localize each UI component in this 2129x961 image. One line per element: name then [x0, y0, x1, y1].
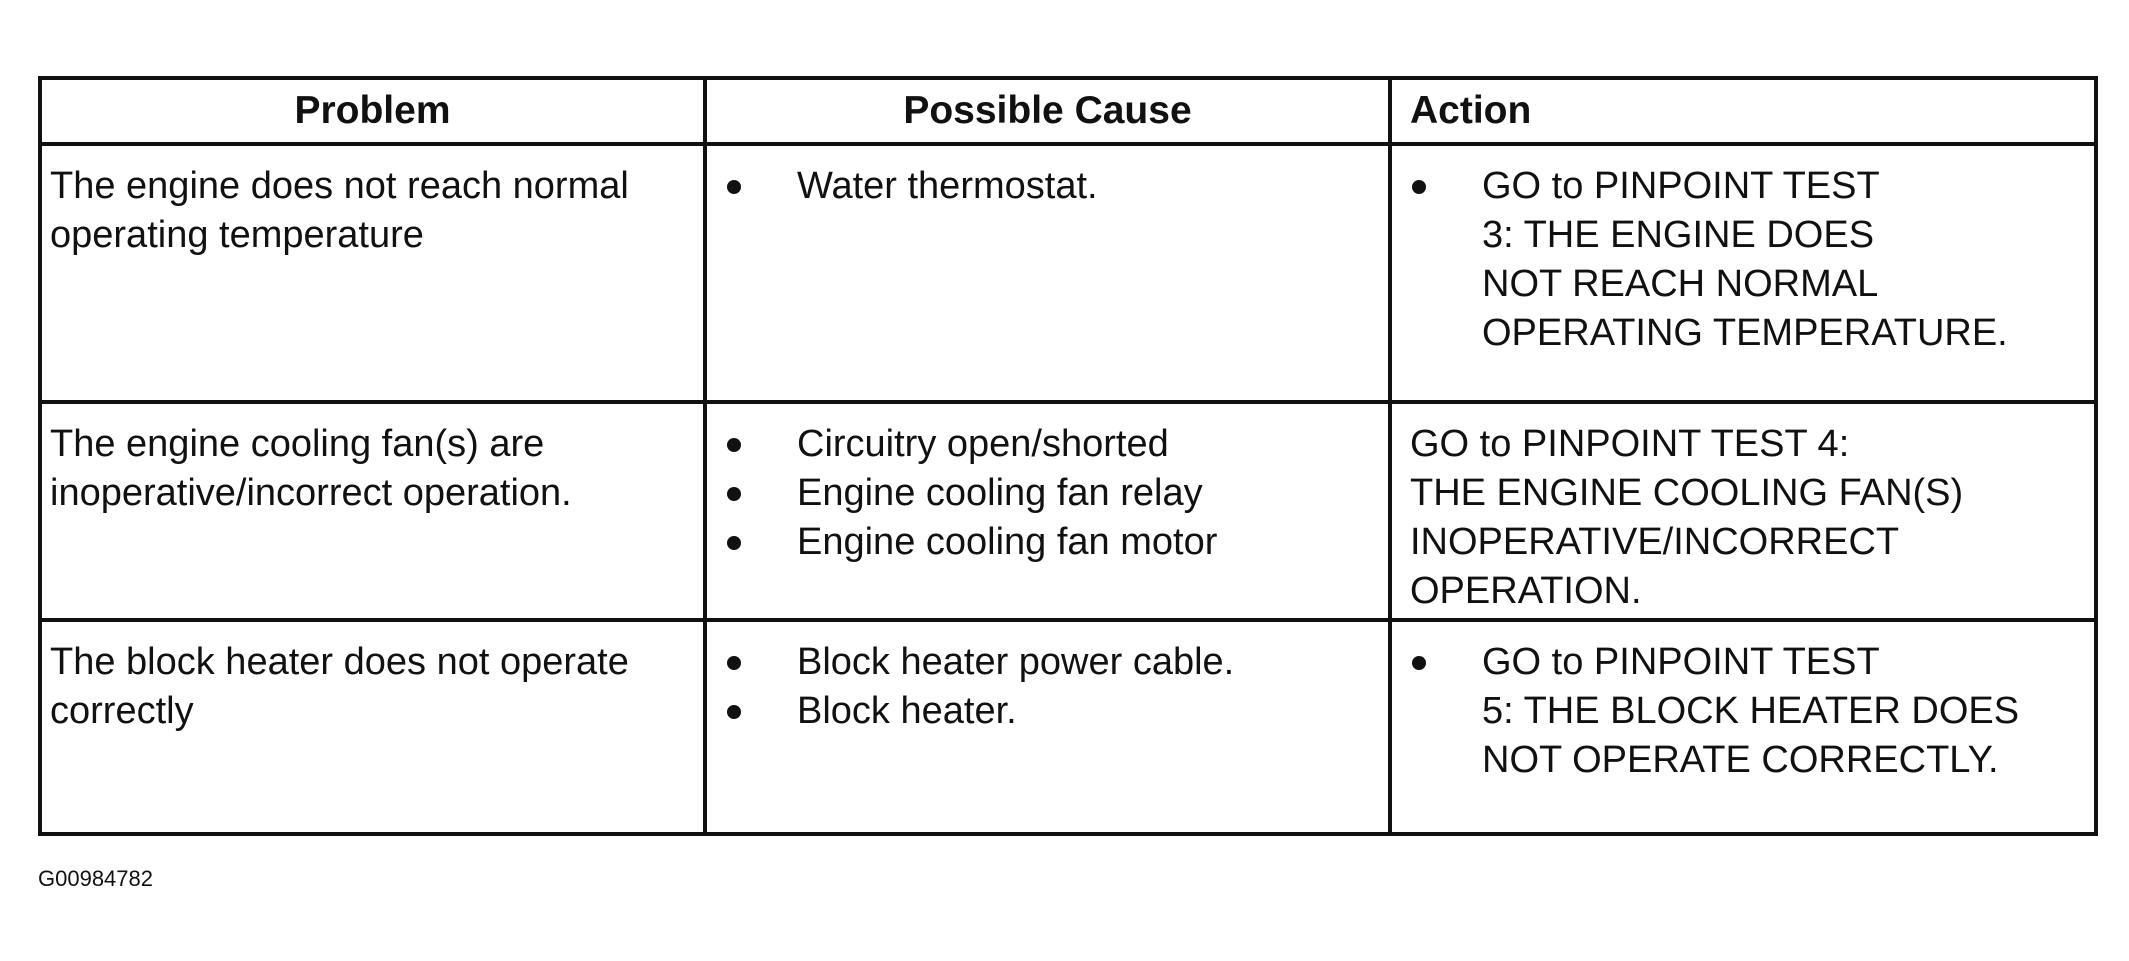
cause-text: Block heater.: [797, 690, 1017, 732]
action-text: GO to PINPOINT TEST 5: THE BLOCK HEATER DOES NOT OPERATE CORRECTLY.: [1482, 641, 2020, 781]
cause-item: [707, 687, 1388, 736]
table-row: [40, 144, 2096, 402]
problem-cell: [40, 402, 705, 620]
cause-text: Water thermostat.: [797, 165, 1098, 207]
problem-cell: [40, 620, 705, 834]
cause-item: [707, 469, 1388, 518]
action-text: GO to PINPOINT TEST 3: THE ENGINE DOES NOT REACH NORMAL OPERATING TEMPERATURE.: [1482, 165, 2008, 354]
cause-list: [707, 404, 1388, 567]
bullet-icon: [727, 438, 741, 452]
problem-text: The engine cooling fan(s) are inoperative/incorrect operation.: [50, 423, 572, 514]
cause-cell: [705, 144, 1390, 402]
bullet-icon: [727, 705, 741, 719]
bullet-icon: [727, 180, 741, 194]
cause-text: Engine cooling fan relay: [797, 472, 1203, 514]
action-text: GO to PINPOINT TEST 4: THE ENGINE COOLING FAN(S) INOPERATIVE/INCORRECT OPERATION.: [1410, 423, 1964, 612]
cause-list: [707, 146, 1388, 211]
diagnosis-table: [38, 76, 2098, 836]
action-item: [1392, 162, 2094, 358]
cause-text: Circuitry open/shorted: [797, 423, 1169, 465]
bullet-icon: [727, 536, 741, 550]
header-possible-cause: Possible Cause: [705, 78, 1390, 144]
cause-item: [707, 420, 1388, 469]
cause-text: Engine cooling fan motor: [797, 521, 1218, 563]
figure-id: G00984782: [38, 866, 153, 891]
bullet-icon: [1412, 180, 1426, 194]
bullet-icon: [727, 487, 741, 501]
header-row: [40, 78, 2096, 144]
action-cell: [1390, 620, 2096, 834]
cause-text: Block heater power cable.: [797, 641, 1235, 683]
action-cell: [1390, 144, 2096, 402]
problem-cell: [40, 144, 705, 402]
cause-cell: [705, 620, 1390, 834]
cause-cell: [705, 402, 1390, 620]
action-cell: [1390, 402, 2096, 620]
cause-item: [707, 518, 1388, 567]
table-row: [40, 620, 2096, 834]
action-item: [1392, 638, 2094, 785]
action-list: [1392, 146, 2094, 358]
action-list: [1392, 622, 2094, 785]
cause-item: [707, 162, 1388, 211]
bullet-icon: [1412, 656, 1426, 670]
bullet-icon: [727, 656, 741, 670]
cause-item: [707, 638, 1388, 687]
header-problem: Problem: [40, 78, 705, 144]
problem-text: The block heater does not operate correctly: [50, 641, 629, 732]
header-action: Action: [1390, 78, 2096, 144]
problem-text: The engine does not reach normal operating temperature: [50, 165, 629, 256]
cause-list: [707, 622, 1388, 736]
table-row: [40, 402, 2096, 620]
